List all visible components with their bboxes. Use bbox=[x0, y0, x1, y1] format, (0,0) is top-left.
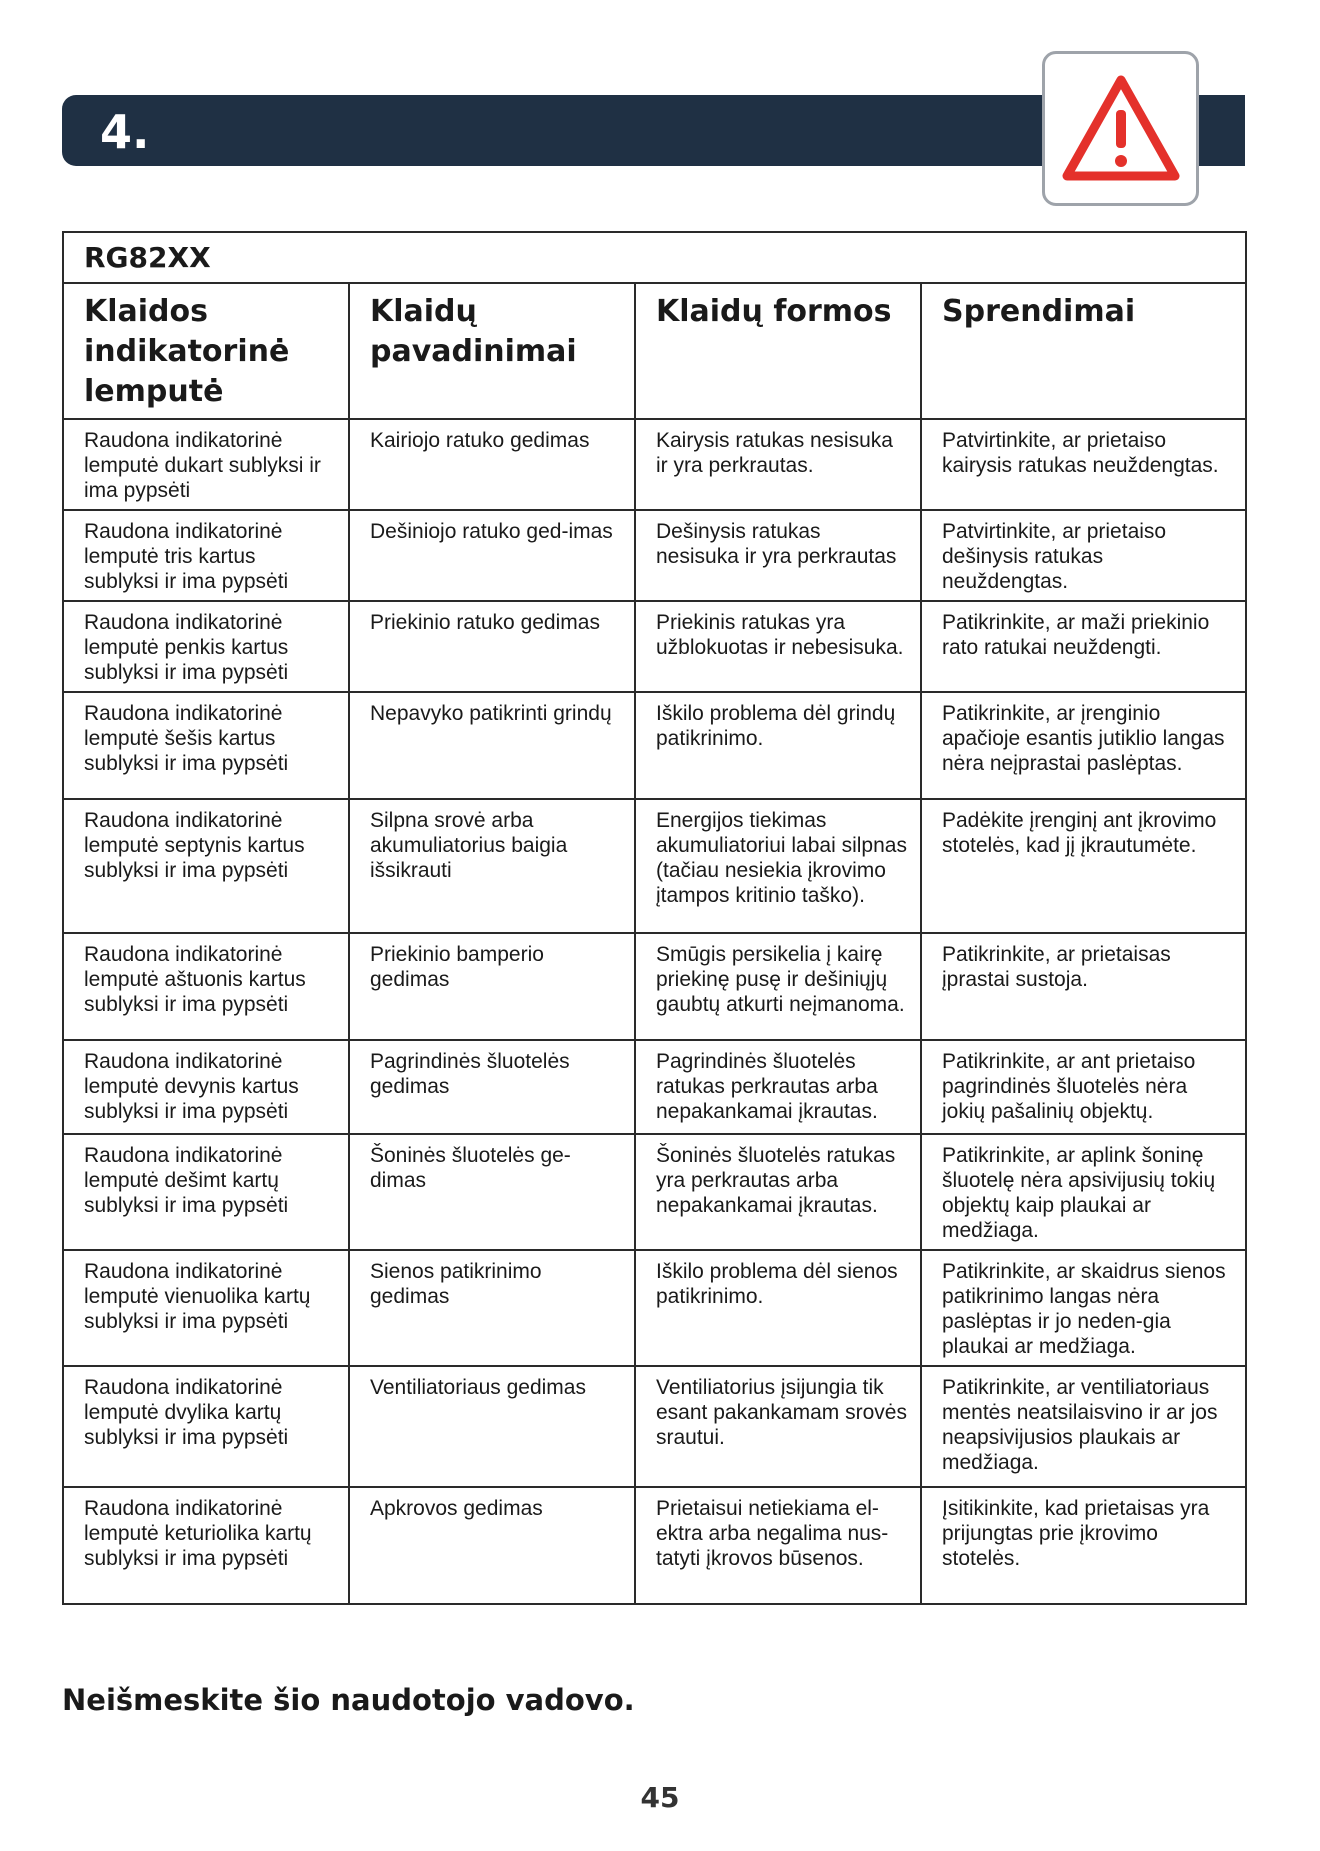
cell-error-form: Kairysis ratukas nesisuka ir yra perkrautas. bbox=[635, 419, 921, 510]
cell-solution: Patvirtinkite, ar prietaiso dešinysis ratukas neuždengtas. bbox=[921, 510, 1246, 601]
cell-error-name: Priekinio bamperio gedimas bbox=[349, 933, 635, 1040]
header-indicator: Klaidos indikatorinė lemputė bbox=[63, 283, 349, 419]
header-error-name: Klaidų pavadinimai bbox=[349, 283, 635, 419]
cell-solution: Patikrinkite, ar ventiliatoriaus mentės neatsilaisvino ir ar jos neapsivijusios plaukais ar medžiaga. bbox=[921, 1366, 1246, 1487]
warning-triangle-icon bbox=[1059, 68, 1183, 188]
table-row bbox=[63, 1366, 1246, 1487]
table-row bbox=[63, 601, 1246, 692]
cell-error-form: Priekinis ratukas yra užblokuotas ir nebesisuka. bbox=[635, 601, 921, 692]
cell-error-form: Pagrindinės šluotelės ratukas perkrautas arba nepakankamai įkrautas. bbox=[635, 1040, 921, 1134]
cell-solution: Patikrinkite, ar prietaisas įprastai sustoja. bbox=[921, 933, 1246, 1040]
section-number: 4. bbox=[100, 105, 150, 159]
cell-indicator: Raudona indikatorinė lemputė vienuolika kartų sublyksi ir ima pypsėti bbox=[63, 1250, 349, 1366]
cell-error-form: Smūgis persikelia į kairę priekinę pusę ir dešiniųjų gaubtų atkurti neįmanoma. bbox=[635, 933, 921, 1040]
cell-solution: Patikrinkite, ar skaidrus sienos patikrinimo langas nėra paslėptas ir jo neden-gia plaukai ar medžiaga. bbox=[921, 1250, 1246, 1366]
cell-error-form: Iškilo problema dėl grindų patikrinimo. bbox=[635, 692, 921, 799]
cell-indicator: Raudona indikatorinė lemputė aštuonis kartus sublyksi ir ima pypsėti bbox=[63, 933, 349, 1040]
cell-solution: Patikrinkite, ar aplink šoninę šluotelę nėra apsivijusių tokių objektų kaip plaukai ar medžiaga. bbox=[921, 1134, 1246, 1250]
cell-solution: Patvirtinkite, ar prietaiso kairysis ratukas neuždengtas. bbox=[921, 419, 1246, 510]
cell-indicator: Raudona indikatorinė lemputė dvylika kartų sublyksi ir ima pypsėti bbox=[63, 1366, 349, 1487]
cell-error-name: Priekinio ratuko gedimas bbox=[349, 601, 635, 692]
cell-error-name: Sienos patikrinimo gedimas bbox=[349, 1250, 635, 1366]
cell-solution: Patikrinkite, ar maži priekinio rato ratukai neuždengti. bbox=[921, 601, 1246, 692]
model-row bbox=[63, 232, 1246, 283]
cell-error-name: Ventiliatoriaus gedimas bbox=[349, 1366, 635, 1487]
cell-indicator: Raudona indikatorinė lemputė penkis kartus sublyksi ir ima pypsėti bbox=[63, 601, 349, 692]
footer-note: Neišmeskite šio naudotojo vadovo. bbox=[62, 1683, 635, 1717]
model-name: RG82XX bbox=[63, 232, 1246, 283]
cell-error-form: Energijos tiekimas akumuliatoriui labai silpnas (tačiau nesiekia įkrovimo įtampos kritinio taško). bbox=[635, 799, 921, 933]
table-row bbox=[63, 1487, 1246, 1604]
cell-solution: Patikrinkite, ar ant prietaiso pagrindinės šluotelės nėra jokių pašalinių objektų. bbox=[921, 1040, 1246, 1134]
cell-indicator: Raudona indikatorinė lemputė tris kartus sublyksi ir ima pypsėti bbox=[63, 510, 349, 601]
cell-error-form: Ventiliatorius įsijungia tik esant pakankamam srovės srautui. bbox=[635, 1366, 921, 1487]
header-solution: Sprendimai bbox=[921, 283, 1246, 419]
cell-error-form: Šoninės šluotelės ratukas yra perkrautas arba nepakankamai įkrautas. bbox=[635, 1134, 921, 1250]
header-row bbox=[63, 283, 1246, 419]
cell-solution: Įsitikinkite, kad prietaisas yra prijungtas prie įkrovimo stotelės. bbox=[921, 1487, 1246, 1604]
cell-indicator: Raudona indikatorinė lemputė dešimt kartų sublyksi ir ima pypsėti bbox=[63, 1134, 349, 1250]
table-row bbox=[63, 933, 1246, 1040]
cell-indicator: Raudona indikatorinė lemputė dukart sublyksi ir ima pypsėti bbox=[63, 419, 349, 510]
cell-indicator: Raudona indikatorinė lemputė septynis kartus sublyksi ir ima pypsėti bbox=[63, 799, 349, 933]
cell-error-name: Dešiniojo ratuko ged-imas bbox=[349, 510, 635, 601]
cell-error-name: Šoninės šluotelės ge-dimas bbox=[349, 1134, 635, 1250]
table-row bbox=[63, 1250, 1246, 1366]
cell-error-form: Dešinysis ratukas nesisuka ir yra perkrautas bbox=[635, 510, 921, 601]
table-row bbox=[63, 1040, 1246, 1134]
page-number: 45 bbox=[640, 1781, 680, 1814]
cell-error-form: Iškilo problema dėl sienos patikrinimo. bbox=[635, 1250, 921, 1366]
cell-solution: Patikrinkite, ar įrenginio apačioje esantis jutiklio langas nėra neįprastai paslėptas. bbox=[921, 692, 1246, 799]
cell-indicator: Raudona indikatorinė lemputė devynis kartus sublyksi ir ima pypsėti bbox=[63, 1040, 349, 1134]
warning-badge bbox=[1042, 51, 1199, 206]
table-row bbox=[63, 799, 1246, 933]
cell-error-form: Prietaisui netiekiama el-ektra arba negalima nus-tatyti įkrovos būsenos. bbox=[635, 1487, 921, 1604]
cell-indicator: Raudona indikatorinė lemputė šešis kartus sublyksi ir ima pypsėti bbox=[63, 692, 349, 799]
table-row bbox=[63, 510, 1246, 601]
error-table bbox=[62, 231, 1247, 1605]
cell-solution: Padėkite įrenginį ant įkrovimo stotelės, kad jį įkrautumėte. bbox=[921, 799, 1246, 933]
cell-error-name: Pagrindinės šluotelės gedimas bbox=[349, 1040, 635, 1134]
cell-error-name: Nepavyko patikrinti grindų bbox=[349, 692, 635, 799]
cell-indicator: Raudona indikatorinė lemputė keturiolika kartų sublyksi ir ima pypsėti bbox=[63, 1487, 349, 1604]
cell-error-name: Apkrovos gedimas bbox=[349, 1487, 635, 1604]
cell-error-name: Kairiojo ratuko gedimas bbox=[349, 419, 635, 510]
table-row bbox=[63, 692, 1246, 799]
cell-error-name: Silpna srovė arba akumuliatorius baigia išsikrauti bbox=[349, 799, 635, 933]
table-row bbox=[63, 1134, 1246, 1250]
table-row bbox=[63, 419, 1246, 510]
header-error-form: Klaidų formos bbox=[635, 283, 921, 419]
